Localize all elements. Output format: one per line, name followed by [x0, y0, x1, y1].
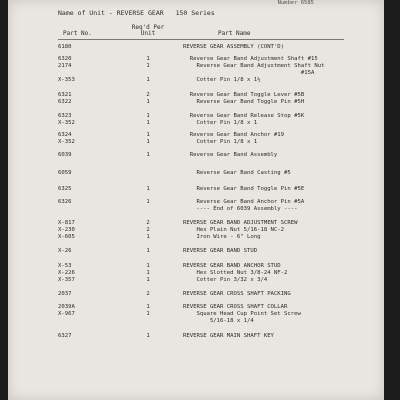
part-name-cell-line: REVERSE GEAR CROSS SHAFT PACKING [183, 291, 291, 297]
qty-cell-line: 1 [146, 99, 150, 105]
page-header [8, 0, 384, 22]
qty-cell-line: 1 [146, 77, 150, 83]
unit-name-label: Name of Unit - REVERSE GEAR [58, 9, 164, 17]
part-name-cell-line: Cotter Pin 1/8 x 1½ [183, 77, 261, 83]
qty-cell-line: 1 [146, 56, 150, 62]
unit-name [58, 9, 223, 17]
qty-cell [138, 186, 158, 193]
qty-cell [138, 263, 158, 284]
qty-cell-line: 2 [146, 220, 150, 226]
qty-cell-line: 1 [146, 199, 150, 205]
document-number: Number 6585 [277, 0, 314, 6]
part-number-cell-line: X-605 [58, 234, 75, 240]
part-number-cell-line: 6324 [58, 132, 72, 138]
qty-cell-line: 2 [146, 92, 150, 98]
part-number-cell [58, 220, 108, 241]
part-name-cell-line: REVERSE GEAR BAND STUD [183, 248, 258, 254]
part-name-cell-line: Square Head Cup Point Set Screw [183, 311, 301, 317]
part-number-cell-line: 6321 [58, 92, 72, 98]
part-number-cell-line: X-352 [58, 120, 75, 126]
part-number-cell-line: 2039A [58, 304, 75, 310]
part-name-cell [183, 170, 383, 177]
part-name-cell-line: Reverse Gear Band Casting #5 [183, 170, 291, 176]
part-name-cell-line: Cotter Pin 1/8 x 1 [183, 120, 258, 126]
part-name-cell-line: Cotter Pin 1/8 x 1 [183, 139, 258, 145]
part-name-cell [183, 44, 383, 51]
part-name-cell-line: Reverse Gear Band Toggle Pin #5E [183, 186, 305, 192]
qty-cell-line: 1 [146, 263, 150, 269]
part-number-cell-line: 6059 [58, 170, 72, 176]
part-name-cell-line: REVERSE GEAR BAND ADJUSTMENT SCREW [183, 220, 298, 226]
qty-cell [138, 220, 158, 241]
part-number-cell-line: 6180 [58, 44, 72, 50]
part-number-cell [58, 152, 108, 159]
part-name-cell [183, 113, 383, 127]
part-name-cell-line: Reverse Gear Band Adjustment Shaft Nut [183, 63, 325, 69]
part-number-cell-line: X-817 [58, 220, 75, 226]
document-page [8, 0, 384, 400]
part-number-cell-line: X-352 [58, 139, 75, 145]
part-name-cell-line: Reverse Gear Band Anchor #19 [183, 132, 285, 138]
qty-cell [138, 113, 158, 127]
reqd-line2: Unit [140, 30, 156, 37]
part-number-cell [58, 263, 108, 284]
part-name-cell-line: #15A [183, 70, 315, 76]
qty-cell [138, 132, 158, 146]
part-name-cell-line: Hex Slotted Nut 3/8-24 NF-2 [183, 270, 288, 276]
part-number-cell [58, 291, 108, 298]
qty-cell [138, 56, 158, 84]
part-number-cell-line: 6326 [58, 199, 72, 205]
part-number-cell [58, 132, 108, 146]
qty-cell-line: 1 [146, 132, 150, 138]
part-number-cell [58, 170, 108, 177]
part-name-cell [183, 220, 383, 241]
part-number-cell-line: X-357 [58, 277, 75, 283]
part-number-cell-line: X-967 [58, 311, 75, 317]
qty-cell-line: 1 [146, 120, 150, 126]
part-number-cell [58, 186, 108, 193]
part-number-cell-line: 6039 [58, 152, 72, 158]
part-number-cell-line: X-226 [58, 270, 75, 276]
part-name-cell [183, 152, 383, 159]
part-name-cell-line: REVERSE GEAR MAIN SHAFT KEY [183, 333, 274, 339]
qty-cell [138, 152, 158, 159]
part-number-cell-line: X-53 [58, 263, 72, 269]
part-number-cell-line: X-26 [58, 248, 72, 254]
part-number-cell-line: X-353 [58, 77, 75, 83]
qty-cell-line: 1 [146, 248, 150, 254]
part-name-cell [183, 248, 383, 255]
part-name-cell-line: Reverse Gear Band Adjustment Shaft #15 [183, 56, 318, 62]
column-headers [8, 24, 384, 40]
part-number-cell [58, 199, 108, 206]
part-number-cell-line [58, 70, 108, 77]
part-name-cell-line: REVERSE GEAR CROSS SHAFT COLLAR [183, 304, 288, 310]
part-name-cell-line: ---- End of 6039 Assembly ---- [183, 206, 298, 212]
qty-cell [138, 248, 158, 255]
qty-cell-line: 1 [146, 113, 150, 119]
part-number-cell-line: 6323 [58, 113, 72, 119]
part-name-cell [183, 199, 383, 213]
qty-cell [138, 304, 158, 318]
part-name-cell [183, 304, 383, 325]
part-number-cell [58, 44, 108, 51]
part-number-cell-line: 2174 [58, 63, 72, 69]
part-number-cell [58, 333, 108, 340]
qty-cell-line [138, 70, 158, 77]
qty-cell [138, 199, 158, 206]
qty-cell-line: 1 [146, 311, 150, 317]
part-number-cell [58, 92, 108, 106]
part-number-cell-line: X-230 [58, 227, 75, 233]
reqd-per-unit-header [128, 25, 168, 37]
qty-cell-line: 1 [146, 304, 150, 310]
qty-cell-line: 1 [146, 277, 150, 283]
part-no-header: Part No. [63, 30, 92, 37]
series-label: 150 Series [175, 9, 215, 17]
part-number-cell [58, 248, 108, 255]
qty-cell-line: 1 [146, 186, 150, 192]
part-name-cell [183, 186, 383, 193]
qty-cell-line: 2 [146, 291, 150, 297]
part-name-cell-line: Reverse Gear Band Toggle Pin #5H [183, 99, 305, 105]
qty-cell [138, 291, 158, 298]
part-name-cell [183, 132, 383, 146]
qty-cell-line: 2 [146, 227, 150, 233]
part-number-cell [58, 113, 108, 127]
part-name-cell-line: Hex Plain Nut 5/16-18 NC-2 [183, 227, 285, 233]
part-name-cell-line: 5/16-18 x 1/4 [183, 318, 254, 324]
part-name-cell [183, 92, 383, 106]
qty-cell [138, 92, 158, 106]
part-name-cell-line: REVERSE GEAR ASSEMBLY (CONT'D) [183, 44, 285, 50]
part-name-cell [183, 263, 383, 284]
qty-cell-line: 1 [146, 234, 150, 240]
part-number-cell-line: 6322 [58, 99, 72, 105]
part-number-cell [58, 304, 108, 318]
qty-cell [138, 333, 158, 340]
part-name-cell-line: Cotter Pin 3/32 x 3/4 [183, 277, 268, 283]
header-rule [58, 39, 344, 40]
part-name-cell-line: Reverse Gear Band Assembly [183, 152, 278, 158]
part-name-cell-line: Iron Wire - 6" Long [183, 234, 261, 240]
part-name-cell-line: Reverse Gear Band Toggle Lever #5B [183, 92, 305, 98]
qty-cell-line: 1 [146, 139, 150, 145]
part-name-cell [183, 56, 383, 84]
qty-cell-line: 1 [146, 270, 150, 276]
reqd-line1: Req'd Per [131, 24, 165, 31]
part-name-cell-line: Reverse Gear Band Release Stop #5K [183, 113, 305, 119]
part-name-cell-line: Reverse Gear Band Anchor Pin #5A [183, 199, 305, 205]
part-name-cell [183, 291, 383, 298]
part-number-cell-line: 2037 [58, 291, 72, 297]
part-name-cell-line: REVERSE GEAR BAND ANCHOR STUD [183, 263, 281, 269]
part-name-header: Part Name [218, 30, 251, 37]
part-number-cell [58, 56, 108, 84]
qty-cell-line: 1 [146, 333, 150, 339]
part-name-cell [183, 333, 383, 340]
qty-cell-line: 1 [146, 63, 150, 69]
qty-cell-line: 1 [146, 152, 150, 158]
part-number-cell-line: 6320 [58, 56, 72, 62]
part-number-cell-line: 6325 [58, 186, 72, 192]
part-number-cell-line: 6327 [58, 333, 72, 339]
